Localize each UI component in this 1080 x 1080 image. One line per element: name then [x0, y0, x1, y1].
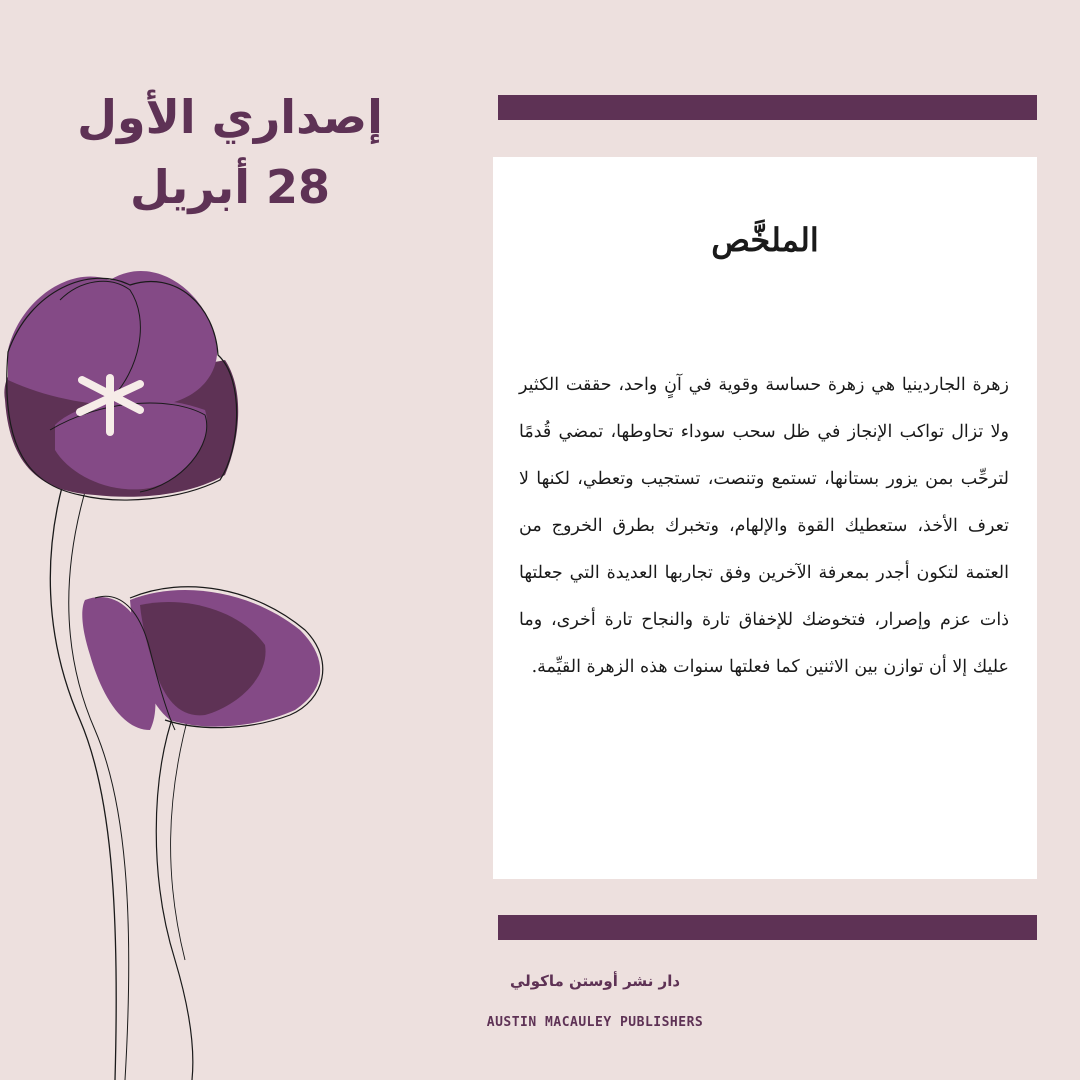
summary-body: زهرة الجاردينيا هي زهرة حساسة وقوية في آنٍ واحد، حققت الكثير ولا تزال تواكب الإنجاز في ظل سحب سوداء تحاوطها، تمضي قُدمًا لترحِّب بمن يزور بستانها، تستمع وتنصت، تستجيب وتعطي، لكنها لا تعرف الأخذ، ستعطيك القوة والإلهام، وتخبرك بطرق الخروج من العتمة لتكون أجدر بمعرفة الآخرين وفق تجاربها العديدة التي جعلتها ذات عزم وإصرار، فتخوضك للإخفاق تارة والنجاح تارة أخرى، وما عليك إلا أن توازن بين الاثنين كما فعلتها سنوات هذه الزهرة القيِّمة.: [519, 375, 1009, 677]
headline: [60, 82, 400, 222]
publisher-name-english: AUSTIN MACAULEY PUBLISHERS: [486, 1015, 704, 1030]
flower-illustration: [0, 260, 340, 1080]
top-divider-bar: [498, 95, 1037, 120]
summary-title: الملخَّص: [711, 221, 819, 259]
flower-stem-upper: [50, 460, 116, 1080]
headline-date: 28 أبريل: [129, 160, 331, 214]
flower-stem-upper-2: [69, 460, 129, 1080]
publisher-name-arabic: دار نشر أوستن ماكولي: [509, 972, 681, 990]
summary-card: [493, 157, 1037, 879]
headline-title: إصداري الأول: [77, 90, 383, 144]
lower-flower: [82, 587, 322, 730]
bottom-divider-bar: [498, 915, 1037, 940]
upper-flower: [4, 271, 238, 500]
flower-stem-lower-2: [171, 710, 190, 960]
flower-stem-lower: [156, 710, 193, 1080]
